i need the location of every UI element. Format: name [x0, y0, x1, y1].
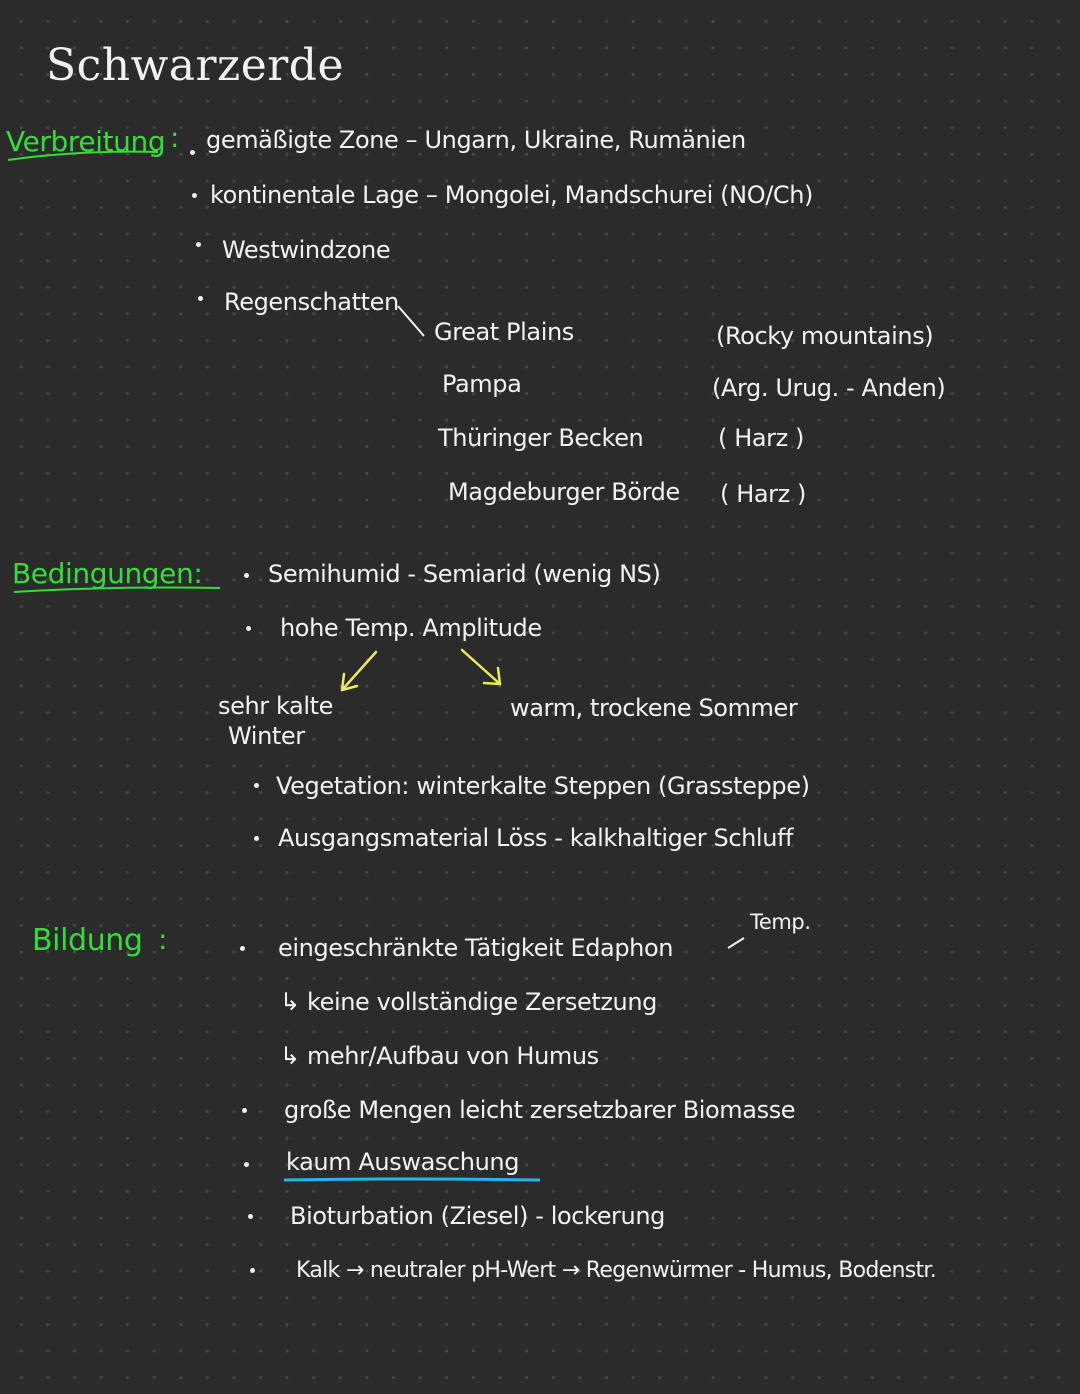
temp-note: Temp. — [750, 910, 811, 934]
bildung-item-auswaschung: kaum Auswaschung — [286, 1148, 520, 1176]
auswaschung-underline — [284, 1179, 540, 1180]
region-name-thueringer-becken: Thüringer Becken — [438, 424, 644, 452]
bildung-sub-zersetzung: ↳ keine vollständige Zersetzung — [280, 988, 658, 1016]
verbreitung-item-zone: gemäßigte Zone – Ungarn, Ukraine, Rumänien — [206, 126, 746, 154]
region-name-magdeburger-boerde: Magdeburger Börde — [448, 478, 680, 506]
regenschatten-connector — [398, 306, 424, 336]
bedingungen-item-klima: Semihumid - Semiarid (wenig NS) — [268, 560, 661, 588]
bildung-item-biomasse: große Mengen leicht zersetzbarer Biomasse — [284, 1096, 796, 1124]
region-name-great-plains: Great Plains — [434, 318, 574, 346]
arrow-to-summer — [462, 650, 500, 684]
bedingungen-item-ausgangsmaterial: Ausgangsmaterial Löss - kalkhaltiger Schluff — [278, 824, 794, 852]
bildung-sub-humus: ↳ mehr/Aufbau von Humus — [280, 1042, 599, 1070]
bedingungen-item-amplitude: hohe Temp. Amplitude — [280, 614, 542, 642]
region-note-great-plains: (Rocky mountains) — [716, 322, 934, 350]
bedingungen-heading: Bedingungen: — [12, 557, 203, 590]
verbreitung-heading: Verbreitung — [6, 125, 166, 158]
bildung-item-bioturbation: Bioturbation (Ziesel) - lockerung — [290, 1202, 665, 1230]
region-note-magdeburger-boerde: ( Harz ) — [720, 480, 807, 508]
verbreitung-underline — [8, 152, 158, 160]
branch-summer: warm, trockene Sommer — [510, 694, 798, 722]
bildung-item-edaphon: eingeschränkte Tätigkeit Edaphon — [278, 934, 674, 962]
verbreitung-item-regenschatten: Regenschatten — [224, 288, 399, 316]
bildung-heading: Bildung — [32, 923, 143, 958]
bedingungen-underline — [14, 588, 220, 593]
branch-winter-line2: Winter — [228, 722, 305, 750]
arrow-to-winter — [342, 652, 376, 690]
edaphon-temp-connector — [728, 938, 744, 948]
bildung-colon: : — [158, 923, 168, 956]
verbreitung-item-westwind: Westwindzone — [222, 236, 391, 264]
region-note-thueringer-becken: ( Harz ) — [718, 424, 805, 452]
bedingungen-item-vegetation: Vegetation: winterkalte Steppen (Grassteppe) — [276, 772, 810, 800]
page-title: Schwarzerde — [46, 40, 345, 91]
verbreitung-item-lage: kontinentale Lage – Mongolei, Mandschurei (NO/Ch) — [210, 181, 814, 209]
region-note-pampa: (Arg. Urug. - Anden) — [712, 374, 946, 402]
branch-winter-line1: sehr kalte — [218, 692, 334, 720]
region-name-pampa: Pampa — [442, 370, 522, 398]
bildung-item-kalk: Kalk → neutraler pH-Wert → Regenwürmer - Humus, Bodenstr. — [296, 1258, 937, 1283]
verbreitung-colon: : — [170, 121, 180, 154]
